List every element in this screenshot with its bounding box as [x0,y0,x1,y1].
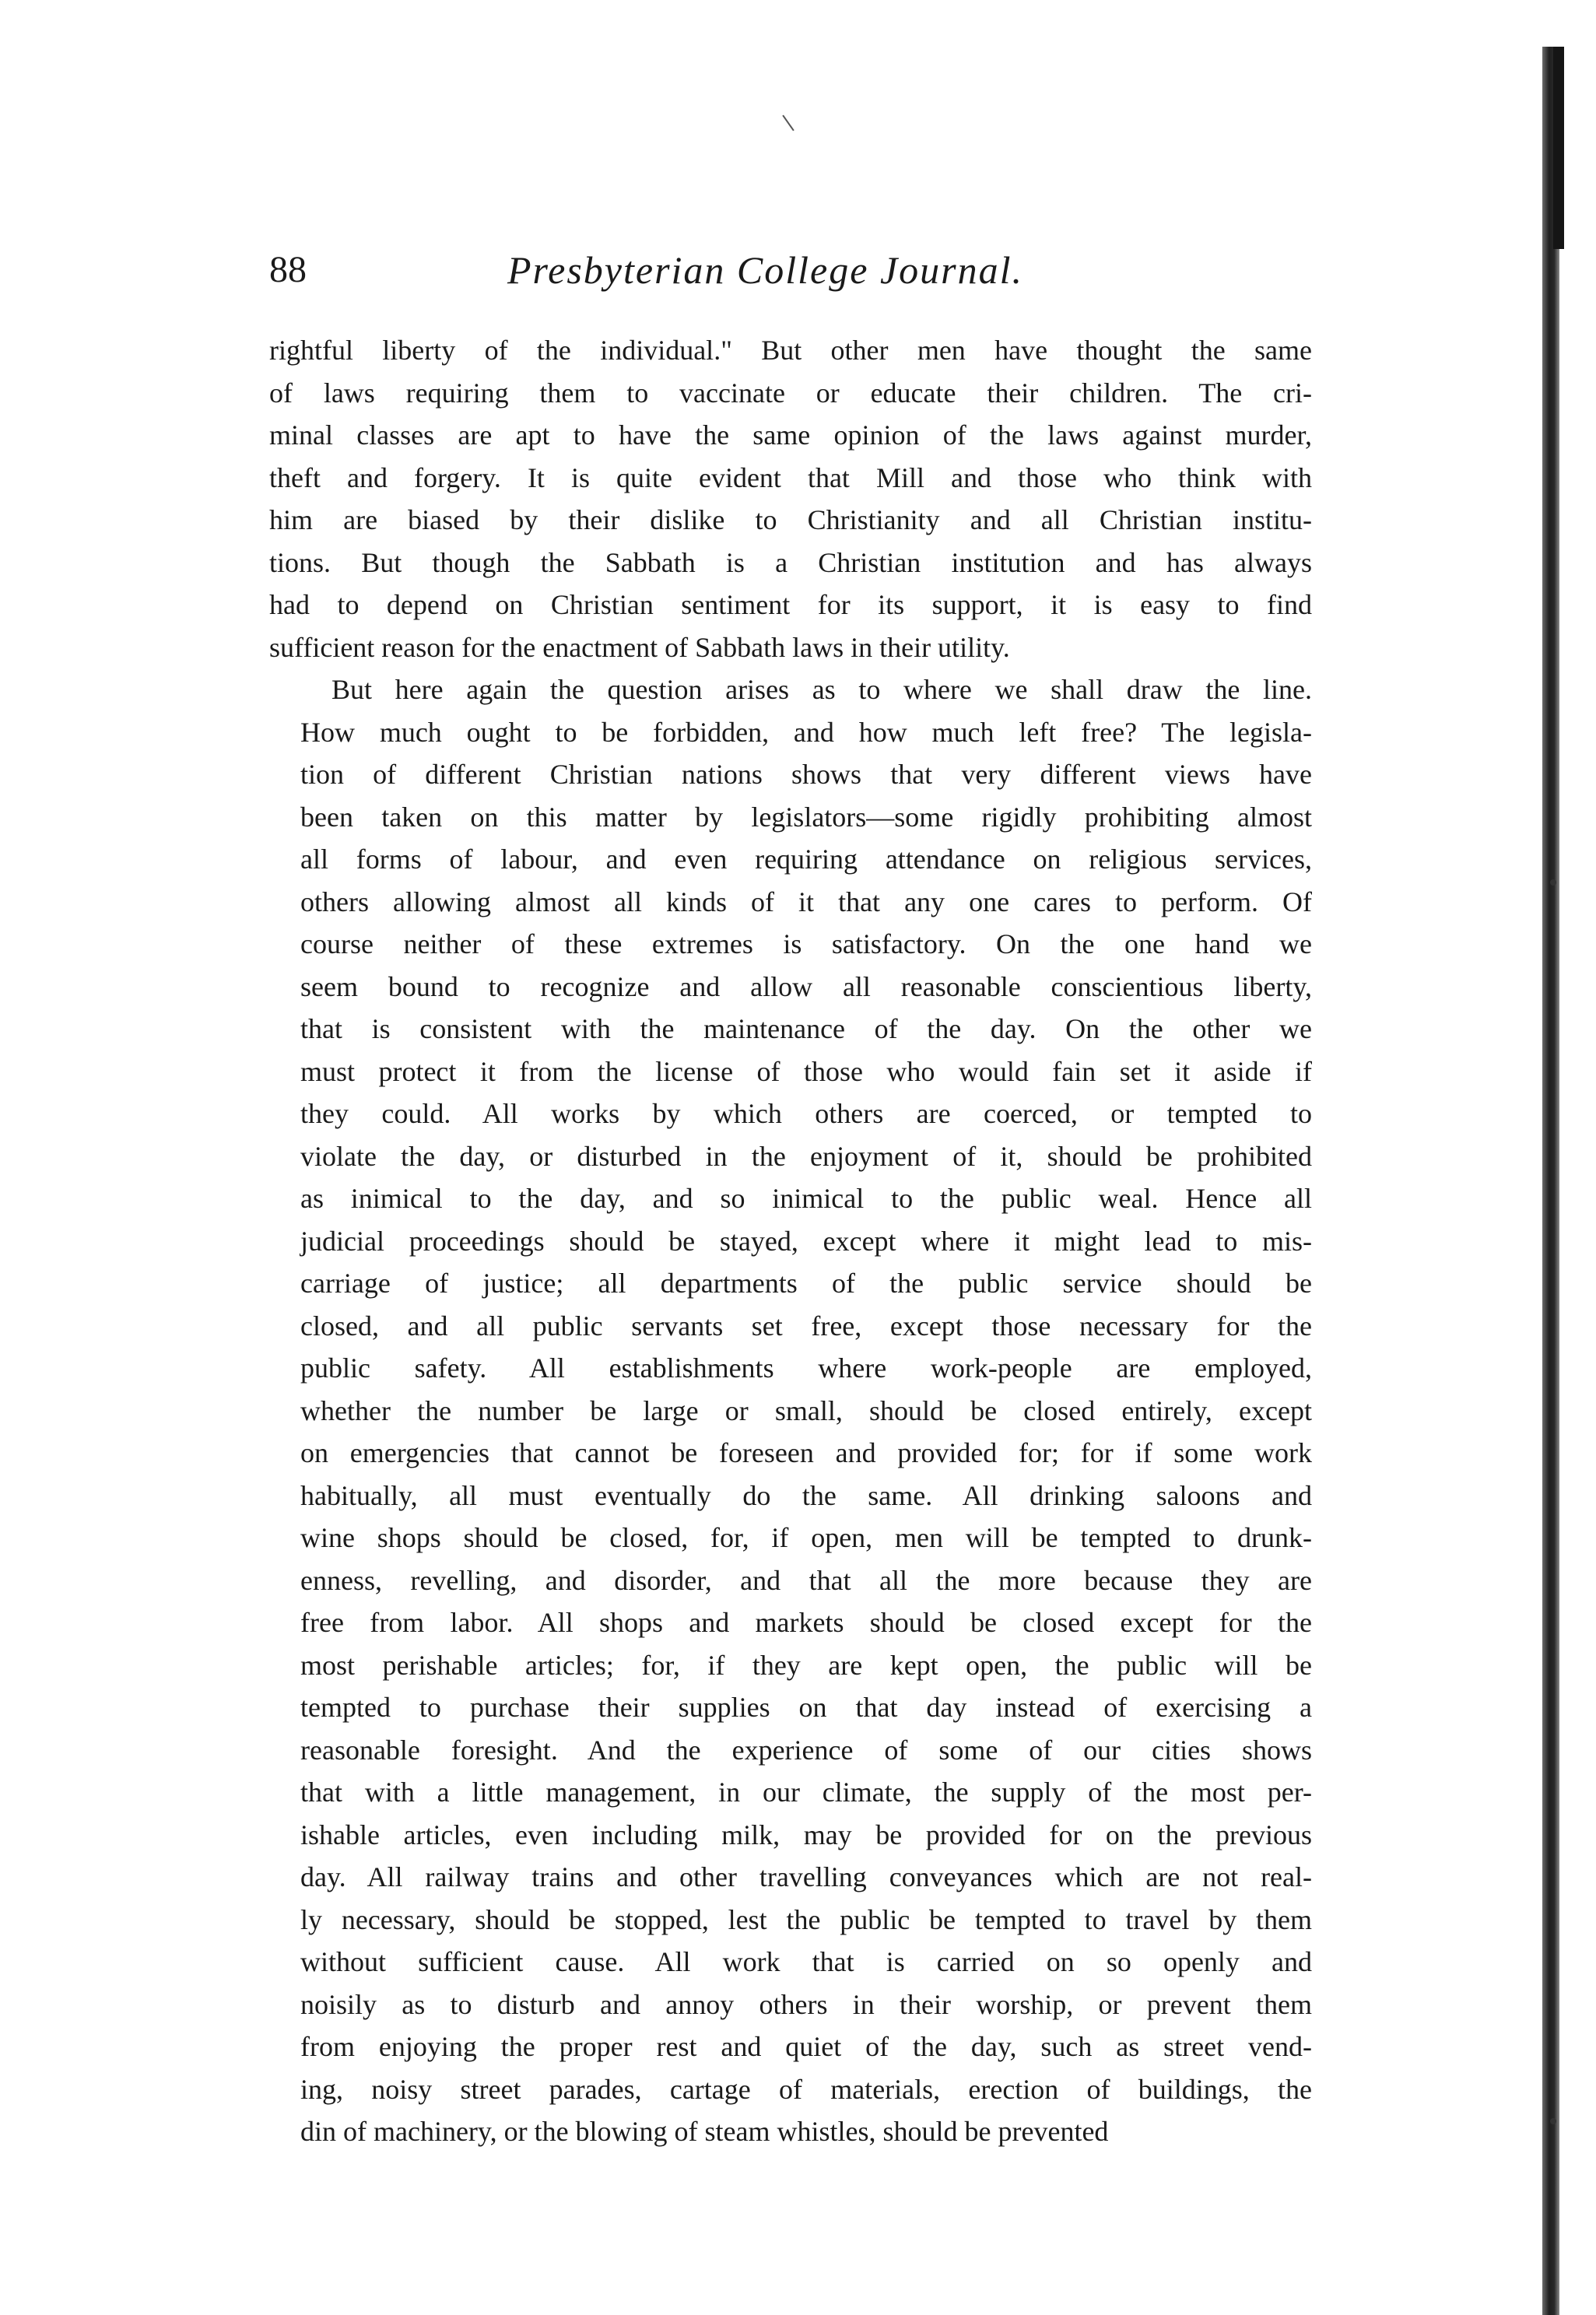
text-line: most perishable articles; for, if they are kept open, the public will be [300,1649,1312,1681]
text-line: ly necessary, should be stopped, lest the public be tempted to travel by them [300,1903,1312,1935]
text-line: tion of different Christian nations shows that very different views have [300,759,1312,790]
text-line: that is consistent with the maintenance of the day. On the other we [300,1013,1312,1044]
page-binding-edge-top [1553,47,1564,249]
page-binding-edge [1542,47,1559,2315]
edge-mark [1550,879,1556,886]
paragraph [269,329,1312,668]
text-line: whether the number be large or small, should be closed entirely, except [300,1394,1312,1426]
paragraph [269,668,1312,2153]
text-line: without sufficient cause. All work that is carried on so openly and [300,1946,1312,1977]
text-line: of laws requiring them to vaccinate or educate their children. The cri- [269,377,1312,409]
text-line: they could. All works by which others are coerced, or tempted to [300,1098,1312,1129]
text-line: ing, noisy street parades, cartage of materials, erection of buildings, the [300,2073,1312,2105]
text-line: enness, revelling, and disorder, and that all the more because they are [300,1564,1312,1596]
text-line: noisily as to disturb and annoy others in their worship, or prevent them [300,1988,1312,2020]
page-header [269,243,1343,297]
text-line: carriage of justice; all departments of the public service should be [300,1268,1312,1299]
text-line: habitually, all must eventually do the same. All drinking saloons and [300,1479,1312,1511]
edge-mark [1550,2118,1556,2124]
text-line: public safety. All establishments where work-people are employed, [300,1352,1312,1384]
text-line: How much ought to be forbidden, and how much left free? The legisla- [300,716,1312,748]
text-line: as inimical to the day, and so inimical to the public weal. Hence all [300,1183,1312,1214]
text-line: theft and forgery. It is quite evident that Mill and those who think with [269,461,1312,493]
text-line: din of machinery, or the blowing of steam whistles, should be prevented [300,2116,1109,2147]
text-line: tions. But though the Sabbath is a Christian institution and has always [269,546,1312,578]
text-line: violate the day, or disturbed in the enjoyment of it, should be prohibited [300,1140,1312,1172]
running-title: Presbyterian College Journal. [507,248,1023,292]
page-number: 88 [269,249,307,290]
text-line: wine shops should be closed, for, if open, men will be tempted to drunk- [300,1522,1312,1553]
text-line: had to depend on Christian sentiment for its support, it is easy to find [269,589,1312,620]
text-line: ishable articles, even including milk, may be provided for on the previous [300,1819,1312,1850]
text-line: that with a little management, in our climate, the supply of the most per- [300,1777,1312,1808]
text-line: free from labor. All shops and markets should be closed except for the [300,1607,1312,1638]
text-line: sufficient reason for the enactment of Sabbath laws in their utility. [269,631,1010,663]
text-line: day. All railway trains and other travelling conveyances which are not real- [300,1861,1312,1892]
body-text [269,329,1312,2153]
text-line: him are biased by their dislike to Christianity and all Christian institu- [269,504,1312,535]
text-line: But here again the question arises as to where we shall draw the line. [331,674,1312,705]
text-line: must protect it from the license of those who would fain set it aside if [300,1055,1312,1087]
text-line: minal classes are apt to have the same opinion of the laws against murder, [269,419,1312,451]
stray-ink-mark [782,115,794,132]
text-line: others allowing almost all kinds of it that any one cares to perform. Of [300,886,1312,917]
text-line: from enjoying the proper rest and quiet of the day, such as street vend- [300,2031,1312,2062]
text-line: all forms of labour, and even requiring attendance on religious services, [300,844,1312,875]
text-line: reasonable foresight. And the experience of some of our cities shows [300,1734,1312,1766]
text-line: on emergencies that cannot be foreseen and provided for; for if some work [300,1437,1312,1468]
text-line: been taken on this matter by legislators—some rigidly prohibiting almost [300,801,1312,833]
text-line: tempted to purchase their supplies on that day instead of exercising a [300,1692,1312,1723]
text-line: course neither of these extremes is satisfactory. On the one hand we [300,928,1312,959]
text-line: judicial proceedings should be stayed, except where it might lead to mis- [300,1225,1312,1257]
text-line: seem bound to recognize and allow all reasonable conscientious liberty, [300,970,1312,1002]
text-line: closed, and all public servants set free, except those necessary for the [300,1310,1312,1342]
text-line: rightful liberty of the individual." But other men have thought the same [269,335,1312,366]
